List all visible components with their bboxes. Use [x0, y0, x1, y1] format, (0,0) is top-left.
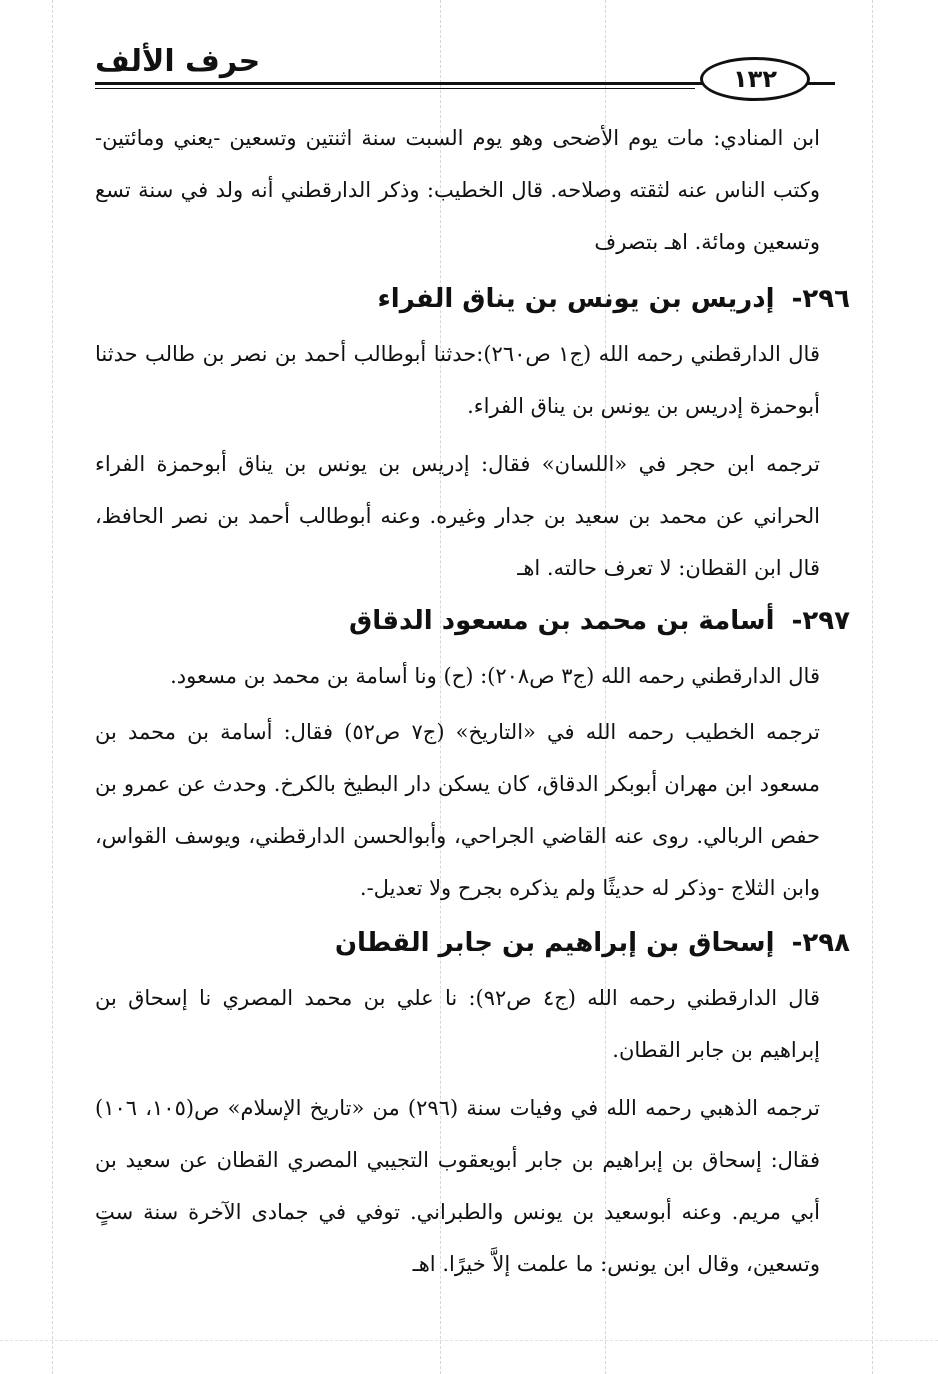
entry-name: أسامة بن محمد بن مسعود الدقاق — [348, 606, 775, 636]
entry-paragraph: ترجمه ابن حجر في «اللسان» فقال: إدريس بن يونس بن يناق أبوحمزة الفراء الحراني عن محمد بن سعيد بن جدار وغيره. وعنه أبوطالب أحمد بن نصر الحافظ، قال ابن القطان: لا تعرف حالته. اهـ — [95, 452, 820, 580]
entry-body — [95, 328, 820, 594]
entry-body — [95, 650, 820, 914]
entry-body — [95, 972, 820, 1290]
intro-paragraph: ابن المنادي: مات يوم الأضحى وهو يوم السبت سنة اثنتين وتسعين -يعني ومائتين- وكتب الناس عنه لثقته وصلاحه. قال الخطيب: وذكر الدارقطني أنه ولد في سنة تسع وتسعين ومائة. اهـ بتصرف — [95, 126, 820, 254]
entry-paragraph: ترجمه الذهبي رحمه الله في وفيات سنة (٢٩٦) من «تاريخ الإسلام» ص(١٠٥، ١٠٦) فقال: إسحاق بن إبراهيم بن جابر أبويعقوب التجيبي المصري القطان عن سعيد بن أبي مريم. وعنه أبوسعيد بن يونس والطبراني. توفي في جمادى الآخرة سنة ستٍ وتسعين، وقال ابن يونس: ما علمت إلاَّ خيرًا. اهـ — [95, 1096, 820, 1276]
entry-paragraph: قال الدارقطني رحمه الله (ج٣ ص٢٠٨): (ح) ونا أسامة بن محمد بن مسعود. — [170, 664, 820, 688]
entry-heading — [95, 596, 850, 646]
scan-guide-line — [872, 0, 873, 1374]
entry-paragraph: قال الدارقطني رحمه الله (ج١ ص٢٦٠):حدثنا أبوطالب أحمد بن نصر بن طالب حدثنا أبوحمزة إدريس بن يونس بن يناق الفراء. — [95, 342, 820, 418]
entry-name: إدريس بن يونس بن يناق الفراء — [377, 284, 775, 314]
entry-number: ٢٩٧- — [791, 606, 850, 636]
entry-heading — [95, 274, 850, 324]
entry-number: ٢٩٨- — [791, 928, 850, 958]
page-number: ١٣٢ — [700, 57, 810, 101]
intro-section — [95, 112, 820, 268]
entry-number: ٢٩٦- — [791, 284, 850, 314]
header-rule-thin — [95, 88, 695, 89]
entry-paragraph: قال الدارقطني رحمه الله (ج٤ ص٩٢): نا علي بن محمد المصري نا إسحاق بن إبراهيم بن جابر القطان. — [95, 986, 820, 1062]
entry-heading — [95, 918, 850, 968]
scan-guide-line — [0, 1340, 938, 1341]
entry-paragraph: ترجمه الخطيب رحمه الله في «التاريخ» (ج٧ ص٥٢) فقال: أسامة بن محمد بن مسعود ابن مهران أبوبكر الدقاق، كان يسكن دار البطيخ بالكرخ. وحدث عن عمرو بن حفص الربالي. روى عنه القاضي الجراحي، وأبوالحسن الدارقطني، ويوسف القواس، وابن الثلاج -وذكر له حديثًا ولم يذكره بجرح ولا تعديل-. — [95, 720, 820, 900]
chapter-title: حرف الألف — [95, 44, 261, 79]
entry-name: إسحاق بن إبراهيم بن جابر القطان — [334, 928, 775, 958]
scan-guide-line — [52, 0, 53, 1374]
page-header — [95, 40, 835, 100]
